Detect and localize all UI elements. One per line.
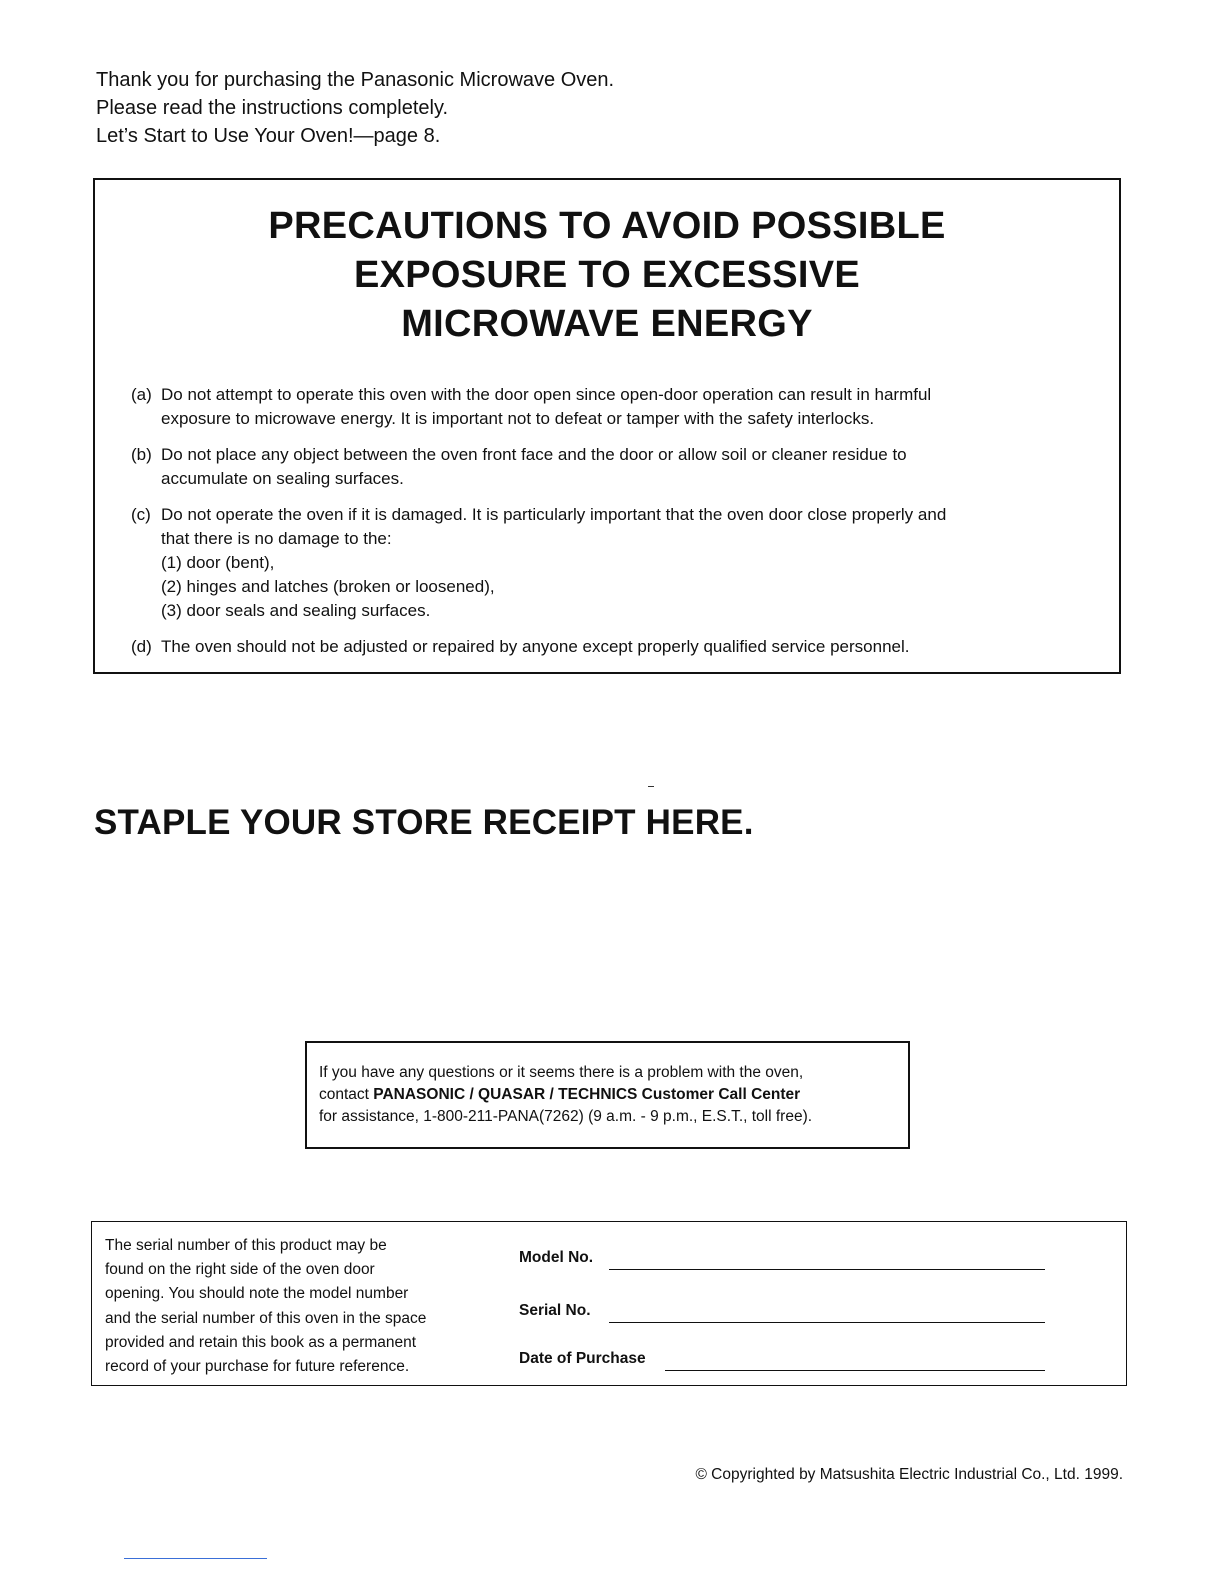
note-line: found on the right side of the oven door: [105, 1261, 375, 1279]
intro-line: Thank you for purchasing the Panasonic Microwave Oven.: [96, 69, 615, 91]
date-of-purchase-field[interactable]: [519, 1350, 646, 1368]
precaution-item-c: [131, 503, 1083, 623]
item-text: that there is no damage to the:: [161, 529, 392, 548]
item-text: accumulate on sealing surfaces.: [161, 469, 404, 488]
precautions-title: [95, 202, 1119, 349]
model-no-line: [609, 1269, 1045, 1270]
contact-prefix: contact: [319, 1086, 374, 1103]
contact-line: If you have any questions or it seems there is a problem with the oven,: [319, 1064, 804, 1081]
serial-no-line: [609, 1322, 1045, 1323]
item-text: Do not place any object between the oven front face and the door or allow soil or cleaner residue to: [161, 445, 907, 464]
item-text: Do not attempt to operate this oven with the door open since open-door operation can result in harmful: [161, 385, 932, 404]
precaution-item-d: [131, 635, 1083, 659]
subitem-text: (1) door (bent),: [161, 553, 275, 572]
scan-mark: [648, 786, 654, 787]
contact-line: for assistance, 1-800-211-PANA(7262) (9 a.m. - 9 p.m., E.S.T., toll free).: [319, 1108, 813, 1125]
note-line: and the serial number of this oven in the space: [105, 1309, 427, 1327]
copyright-notice: © Copyrighted by Matsushita Electric Industrial Co., Ltd. 1999.: [695, 1466, 1123, 1483]
item-marker: (a): [131, 385, 152, 404]
date-of-purchase-label: Date of Purchase: [519, 1350, 646, 1367]
precaution-item-b: [131, 443, 1083, 491]
item-marker: (b): [131, 445, 152, 464]
intro-line: Let’s Start to Use Your Oven!—page 8.: [96, 125, 441, 147]
title-line: EXPOSURE TO EXCESSIVE: [353, 254, 861, 296]
item-marker: (d): [131, 637, 152, 656]
note-line: opening. You should note the model number: [105, 1285, 409, 1303]
precautions-box: [93, 178, 1121, 674]
model-no-label: Model No.: [519, 1249, 594, 1266]
item-text: exposure to microwave energy. It is important not to defeat or tamper with the safety interlocks.: [161, 409, 875, 428]
subitem-text: (3) door seals and sealing surfaces.: [161, 601, 431, 620]
item-text: The oven should not be adjusted or repaired by anyone except properly qualified service personnel.: [161, 637, 910, 656]
date-of-purchase-line: [665, 1370, 1045, 1371]
subitem-text: (2) hinges and latches (broken or loosened),: [161, 577, 495, 596]
serial-no-field[interactable]: [519, 1302, 591, 1320]
item-marker: (c): [131, 505, 151, 524]
item-text: Do not operate the oven if it is damaged. It is particularly important that the oven door close properly and: [161, 505, 947, 524]
contact-box: [305, 1041, 910, 1149]
intro-line: Please read the instructions completely.: [96, 97, 449, 119]
footer-rule: [124, 1558, 267, 1559]
intro-text: [96, 66, 614, 150]
title-line: MICROWAVE ENERGY: [401, 303, 813, 345]
contact-line: [319, 1084, 908, 1106]
title-line: PRECAUTIONS TO AVOID POSSIBLE: [268, 205, 946, 247]
staple-receipt-heading: STAPLE YOUR STORE RECEIPT HERE.: [94, 803, 754, 842]
note-line: record of your purchase for future reference.: [105, 1358, 410, 1376]
serial-record-box: [91, 1221, 1127, 1386]
precaution-item-a: [131, 383, 1083, 431]
precautions-list: [131, 383, 1083, 671]
note-line: The serial number of this product may be: [105, 1237, 387, 1254]
call-center-name: PANASONIC / QUASAR / TECHNICS Customer Call Center: [373, 1086, 801, 1103]
model-no-field[interactable]: [519, 1249, 593, 1267]
serial-note: [105, 1234, 426, 1379]
note-line: provided and retain this book as a permanent: [105, 1333, 417, 1351]
serial-no-label: Serial No.: [519, 1302, 591, 1319]
